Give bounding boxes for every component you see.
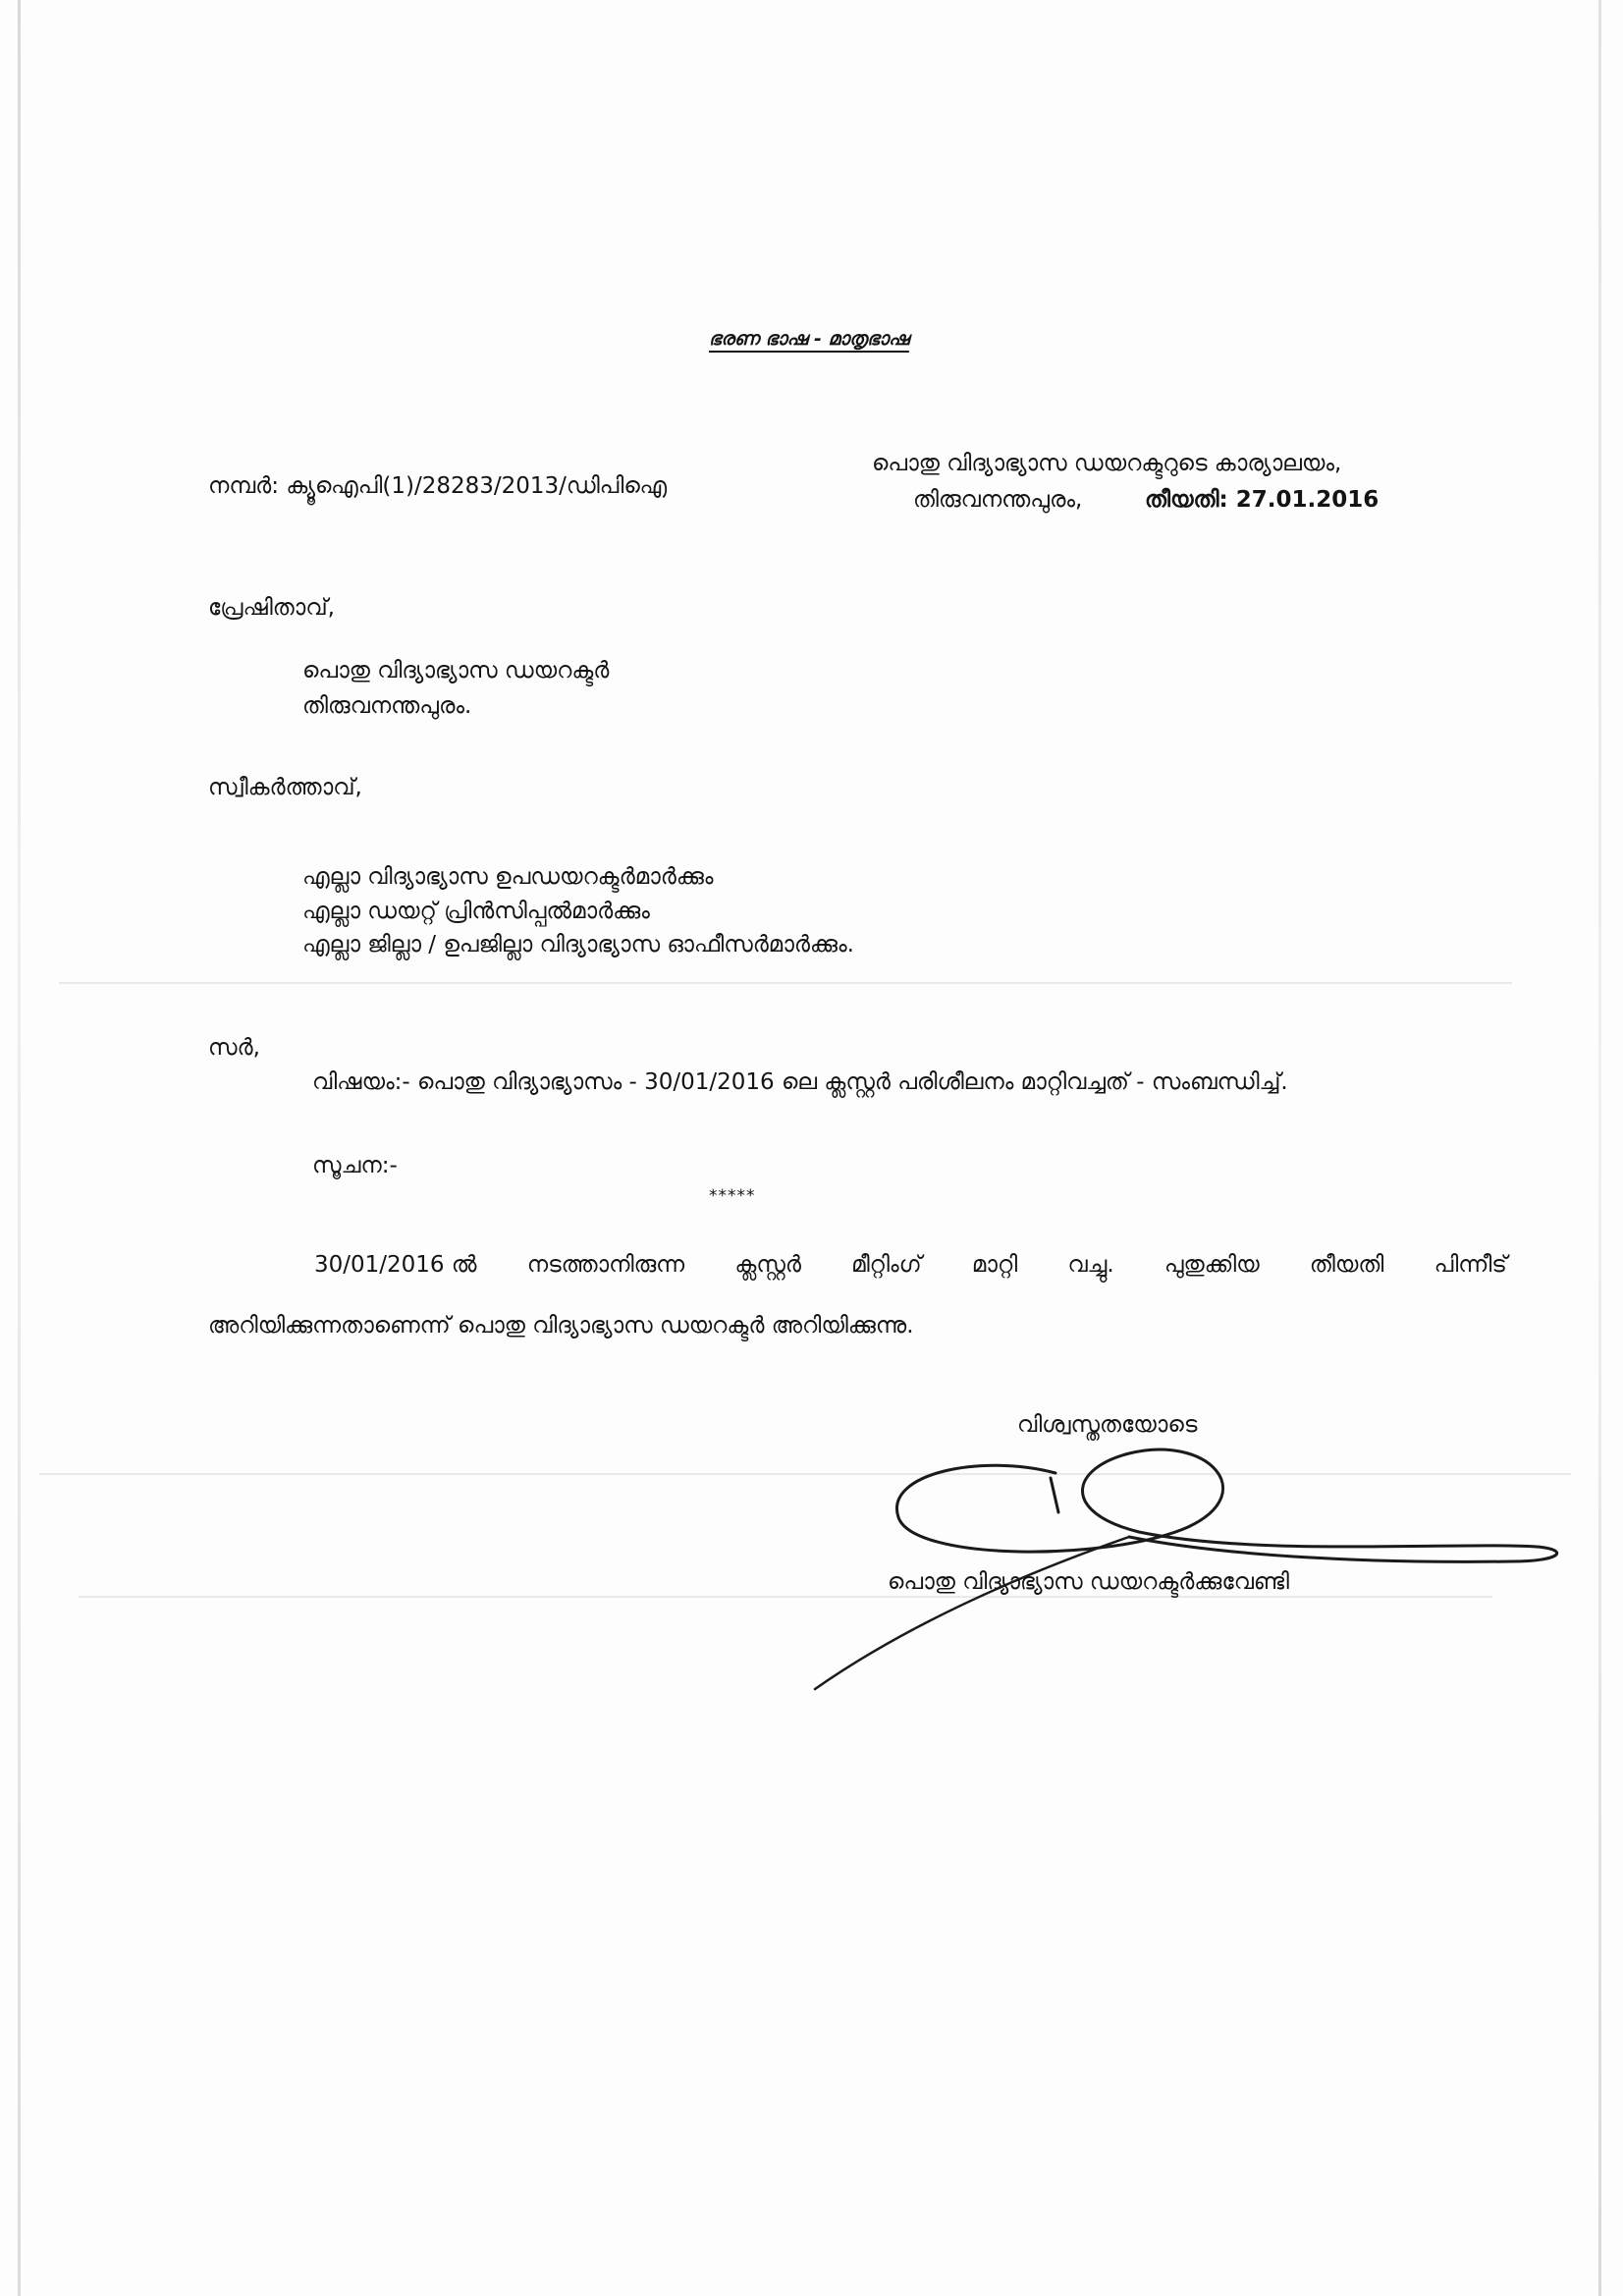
document-heading: ഭരണ ഭാഷ - മാതൃഭാഷ xyxy=(709,328,909,350)
sender-label: പ്രേഷിതാവ്, xyxy=(208,595,335,621)
body-word: 30/01/2016 ൽ xyxy=(314,1252,477,1278)
body-word: നടത്താനിരുന്ന xyxy=(526,1252,685,1278)
closing-phrase: വിശ്വസ്തതയോടെ xyxy=(1017,1412,1198,1438)
body-word: പുതുക്കിയ xyxy=(1163,1252,1260,1278)
body-word: മീറ്റിംഗ് xyxy=(851,1252,922,1278)
letter-date: തീയതി: 27.01.2016 xyxy=(1145,487,1380,513)
reference-number: നമ്പർ: ക്യൂഐപി(1)/28283/2013/ഡിപിഐ xyxy=(208,473,668,499)
recipient-label: സ്വീകർത്താവ്, xyxy=(208,775,362,800)
sender-line-1: പൊതു വിദ്യാഭ്യാസ ഡയറക്ടർ xyxy=(302,658,610,683)
body-word: തീയതി xyxy=(1309,1252,1384,1278)
office-name: പൊതു വിദ്യാഭ്യാസ ഡയറക്ടറുടെ കാര്യാലയം, xyxy=(872,451,1342,476)
sender-line-2: തിരുവനന്തപുരം. xyxy=(302,693,472,719)
body-word: ക്ലസ്റ്റർ xyxy=(734,1252,801,1278)
signatory-line: പൊതു വിദ്യാഭ്യാസ ഡയറക്ടർക്കുവേണ്ടി xyxy=(888,1569,1290,1595)
body-word: മാറ്റി xyxy=(971,1252,1018,1278)
body-word: വച്ചു. xyxy=(1067,1252,1114,1278)
signature-tick xyxy=(1051,1478,1058,1512)
body-line-2: അറിയിക്കുന്നതാണെന്ന് പൊതു വിദ്യാഭ്യാസ ഡയറക്ടർ അറിയിക്കുന്നു. xyxy=(208,1313,914,1339)
recipient-line-2: എല്ലാ ഡയറ്റ് പ്രിൻസിപ്പൽമാർക്കും xyxy=(302,899,650,924)
separator-asterisks: ***** xyxy=(709,1186,756,1206)
reference-label: സൂചന:- xyxy=(312,1153,398,1178)
office-place: തിരുവനന്തപുരം, xyxy=(913,487,1083,513)
recipient-line-3: എല്ലാ ജില്ലാ / ഉപജില്ലാ വിദ്യാഭ്യാസ ഓഫീസർമാർക്കും. xyxy=(302,932,854,957)
signature-loop xyxy=(896,1449,1556,1561)
subject-line: വിഷയം:- പൊതു വിദ്യാഭ്യാസം - 30/01/2016 ലെ ക്ലസ്റ്റർ പരിശീലനം മാറ്റിവച്ചത് - സംബന്ധിച്ച്. xyxy=(312,1069,1288,1095)
body-word: പിന്നീട് xyxy=(1434,1252,1507,1278)
recipient-line-1: എല്ലാ വിദ്യാഭ്യാസ ഉപഡയറക്ടർമാർക്കും xyxy=(302,864,714,890)
salutation: സർ, xyxy=(208,1035,260,1061)
signature-tail xyxy=(815,1537,1129,1689)
